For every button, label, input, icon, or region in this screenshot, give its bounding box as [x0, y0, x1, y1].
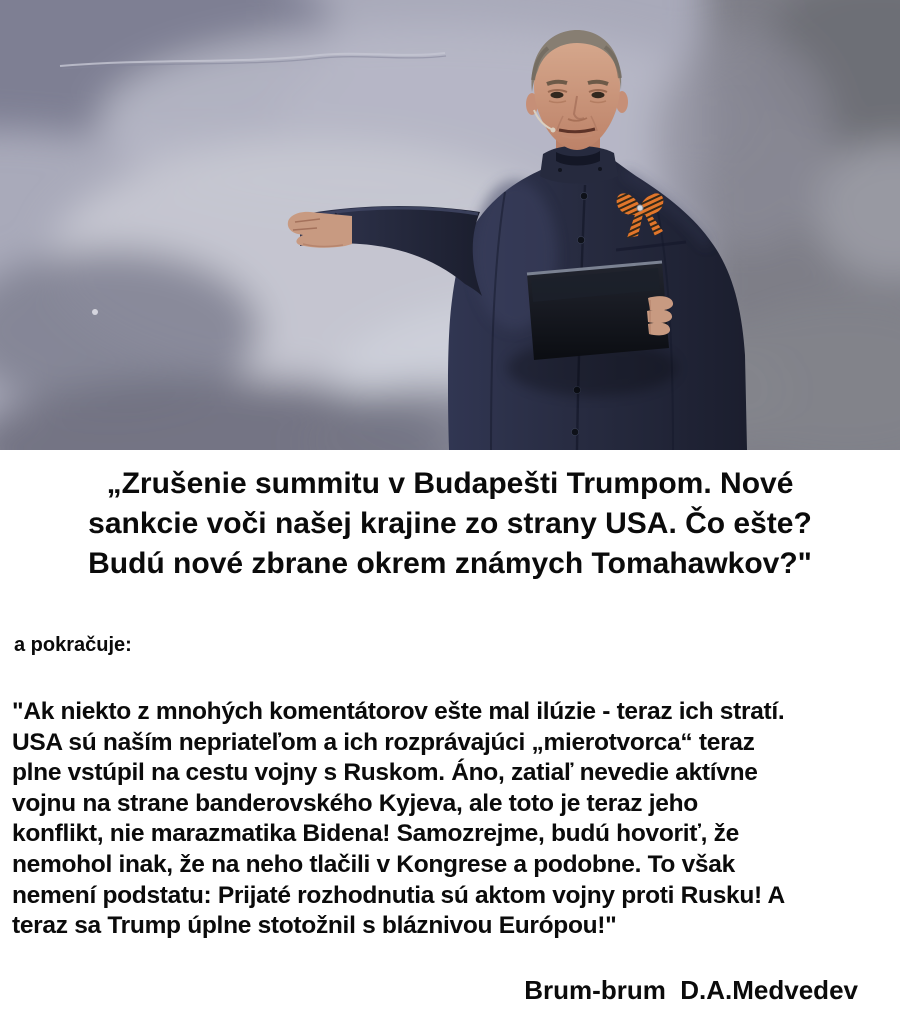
quote-line: „Zrušenie summitu v Budapešti Trumpom. Nové	[106, 467, 794, 500]
quote-body	[12, 697, 898, 942]
body-line: USA sú naším nepriateľom a ich rozprávajúci „mierotvorca“ teraz	[12, 728, 755, 756]
speech-photo	[0, 0, 900, 450]
body-line: nemohol inak, že na neho tlačili v Kongrese a podobne. To však	[12, 850, 735, 878]
holding-hand	[647, 296, 673, 335]
quote-line: Budú nové zbrane okrem známych Tomahawkov?"	[88, 547, 812, 580]
body-line: vojnu na strane banderovského Kyjeva, ale toto je teraz jeho	[12, 789, 698, 817]
body-line: teraz sa Trump úplne stotožnil s bláznivou Európou!"	[12, 912, 617, 940]
quote-headline	[0, 464, 900, 584]
body-line: konflikt, nie marazmatika Bidena! Samozrejme, budú hovoriť, že	[12, 820, 739, 848]
jacket-collar	[540, 146, 618, 184]
body-line: plne vstúpil na cestu vojny s Ruskom. Áno, zatiaľ nevedie aktívne	[12, 759, 758, 787]
body-line: nemení podstatu: Prijaté rozhodnutia sú aktom vojny proti Rusku! A	[12, 881, 785, 909]
attribution-signature: Brum-brum D.A.Medvedev	[524, 975, 858, 1005]
lead-in-text: a pokračuje:	[14, 634, 132, 656]
body-line: "Ak niekto z mnohých komentátorov ešte mal ilúzie - teraz ich stratí.	[12, 698, 785, 725]
open-hand	[288, 212, 352, 248]
wall-speck	[92, 309, 98, 315]
quote-line: sankcie voči našej krajine zo strany USA. Čo ešte?	[88, 507, 812, 540]
